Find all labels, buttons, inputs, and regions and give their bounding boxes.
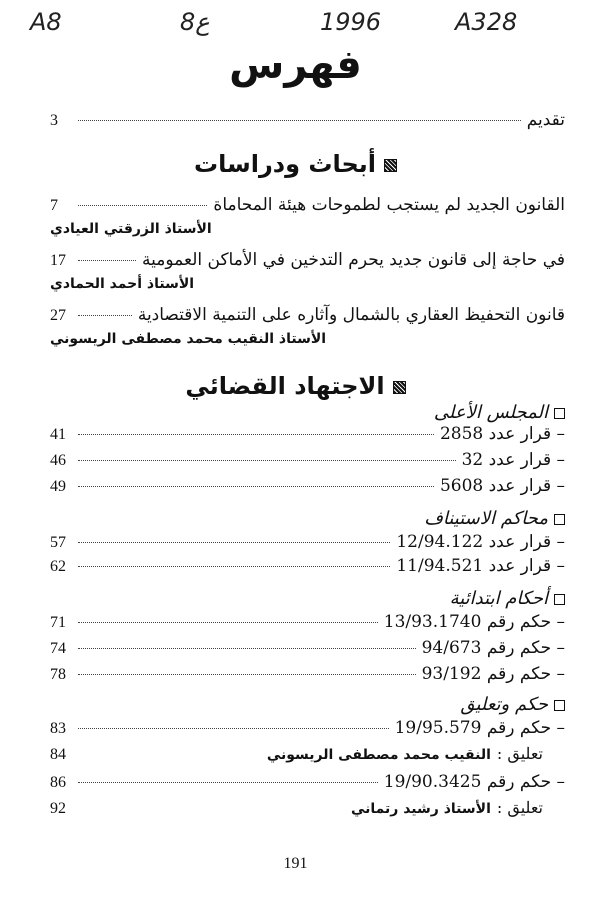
leader-dots [78, 315, 132, 316]
leader-dots [78, 542, 390, 543]
toc-entry-commentary[interactable] [50, 744, 543, 764]
checkbox-square-icon [554, 408, 565, 419]
leader-dots [78, 728, 389, 729]
leader-dots [78, 460, 456, 461]
leader-dots [78, 622, 378, 623]
study-author: الأستاذ الزرقتي العيادي [50, 221, 212, 237]
toc-entry-decision[interactable] [50, 556, 565, 578]
group-heading-first-instance: أحكام ابتدائية [450, 588, 565, 609]
commentary-author: الأستاذ رشيد رتماني [350, 801, 491, 817]
page-number: 191 [283, 855, 308, 872]
leader-dots [78, 566, 390, 567]
toc-entry-title: – قرار عدد 5608 [439, 476, 565, 496]
group-heading-supreme-council: المجلس الأعلى [434, 402, 565, 423]
toc-entry-title: – قرار عدد 2858 [439, 424, 565, 444]
toc-entry-title: – قرار عدد 32 [461, 450, 565, 470]
toc-entry-decision[interactable] [50, 476, 565, 498]
toc-entry-title: – حكم رقم 19/90.3425 [383, 772, 565, 792]
toc-page-number: 46 [50, 452, 66, 469]
toc-entry-study[interactable] [50, 195, 565, 217]
handwritten-mark-2: 8ع [180, 8, 210, 36]
toc-page-number: 83 [50, 720, 66, 737]
toc-page-number: 41 [50, 426, 66, 443]
toc-entry-title: – قرار عدد 12/94.122 [396, 532, 565, 552]
toc-entry-title: – حكم رقم 93/192 [421, 664, 565, 684]
toc-page-number: 74 [50, 640, 66, 657]
toc-entry-commentary[interactable] [50, 798, 543, 818]
toc-page-number: 3 [50, 112, 58, 129]
study-author: الأستاذ النقيب محمد مصطفى الريسوني [50, 331, 327, 347]
leader-dots [78, 648, 416, 649]
toc-entry-study[interactable] [50, 305, 565, 327]
toc-page-number: 7 [50, 197, 58, 214]
toc-entry-title: قانون التحفيظ العقاري بالشمال وآثاره على التنمية الاقتصادية [137, 305, 565, 325]
section-heading-jurisprudence: الاجتهاد القضائي [0, 372, 591, 400]
handwritten-mark-4: A328 [455, 8, 518, 36]
hatched-square-icon [384, 159, 397, 172]
toc-entry-judgment[interactable] [50, 664, 565, 686]
leader-dots [78, 120, 521, 121]
toc-page-number: 84 [50, 746, 66, 763]
leader-dots [78, 782, 378, 783]
hatched-square-icon [393, 381, 406, 394]
handwritten-mark-3: 1996 [320, 8, 382, 36]
toc-page-number: 78 [50, 666, 66, 683]
group-heading-judgment-commentary: حكم وتعليق [460, 694, 565, 715]
toc-entry-judgment[interactable] [50, 638, 565, 660]
toc-entry-title: القانون الجديد لم يستجب لطموحات هيئة المحاماة [213, 195, 565, 215]
handwritten-mark-1: A8 [30, 8, 62, 36]
toc-entry-judgment[interactable] [50, 612, 565, 634]
toc-page-number: 92 [50, 800, 66, 817]
toc-entry-intro[interactable] [50, 110, 565, 132]
toc-page-number: 57 [50, 534, 66, 551]
study-author: الأستاذ أحمد الحمادي [50, 276, 195, 292]
leader-dots [78, 260, 136, 261]
toc-page-number: 71 [50, 614, 66, 631]
checkbox-square-icon [554, 514, 565, 525]
toc-entry-title: – حكم رقم 13/93.1740 [383, 612, 565, 632]
toc-entry-study[interactable] [50, 250, 565, 272]
checkbox-square-icon [554, 594, 565, 605]
toc-page-number: 17 [50, 252, 66, 269]
toc-entry-decision[interactable] [50, 424, 565, 446]
page-title: فهرس [229, 42, 362, 88]
toc-entry-judgment[interactable] [50, 772, 565, 794]
checkbox-square-icon [554, 700, 565, 711]
section-heading-studies: أبحاث ودراسات [0, 150, 591, 178]
commentary-label: تعليق : [496, 798, 543, 817]
toc-entry-decision[interactable] [50, 532, 565, 554]
leader-dots [78, 434, 434, 435]
toc-entry-title: في حاجة إلى قانون جديد يحرم التدخين في الأماكن العمومية [142, 250, 565, 270]
leader-dots [78, 205, 207, 206]
toc-entry-title: – قرار عدد 11/94.521 [396, 556, 565, 576]
leader-dots [78, 674, 416, 675]
commentary-label: تعليق : [496, 744, 543, 763]
toc-page-number: 86 [50, 774, 66, 791]
toc-page-number: 62 [50, 558, 66, 575]
commentary-author: النقيب محمد مصطفى الريسوني [266, 747, 491, 763]
toc-entry-title: – حكم رقم 94/673 [421, 638, 565, 658]
leader-dots [78, 486, 434, 487]
toc-entry-title: تقديم [526, 110, 565, 130]
group-heading-appeal-courts: محاكم الاستيناف [424, 508, 565, 529]
toc-entry-decision[interactable] [50, 450, 565, 472]
toc-page-number: 27 [50, 307, 66, 324]
toc-entry-judgment[interactable] [50, 718, 565, 740]
toc-page-number: 49 [50, 478, 66, 495]
toc-entry-title: – حكم رقم 19/95.579 [394, 718, 565, 738]
